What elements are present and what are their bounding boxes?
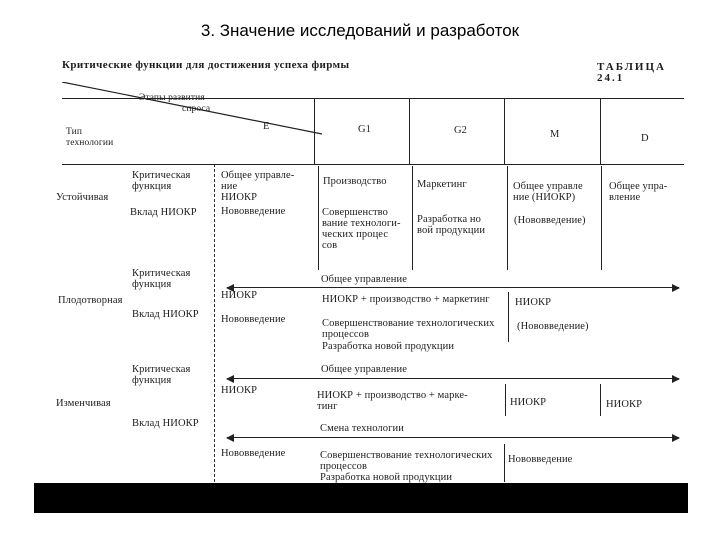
table-caption: Критические функции для достижения успеха фирмы — [62, 59, 350, 71]
stable-e-critical-3: НИОКР — [221, 192, 258, 203]
stable-e-contribution: Нововведение — [221, 206, 286, 217]
fertile-e-contribution: Нововведение — [221, 314, 286, 325]
fertile-critical-line1: Критическая — [132, 268, 191, 279]
fertile-g-contrib-2: процессов — [322, 329, 370, 340]
volatile-g-contrib-1: Совершенствование технологических — [320, 450, 493, 461]
label-separator — [214, 164, 215, 482]
corner-stages-line2: спроса — [182, 104, 211, 114]
stable-g2-contrib-1: Разработка но — [417, 214, 481, 225]
volatile-g-contrib-3: Разработка новой продукции — [320, 472, 453, 483]
fertile-m-contribution: (Нововведение) — [517, 321, 589, 332]
column-header-g2: G2 — [454, 125, 468, 136]
col-rule-3 — [504, 98, 505, 164]
fertile-contribution: Вклад НИОКР — [132, 309, 199, 320]
volatile-e-critical: НИОКР — [221, 385, 258, 396]
stable-g2-critical: Маркетинг — [417, 179, 467, 190]
volatile-g-contrib-2: процессов — [320, 461, 368, 472]
scanned-table — [34, 52, 688, 483]
stable-g1-contrib-1: Совершенство — [322, 207, 389, 218]
table-number: ТАБЛИЦА 24.1 — [597, 61, 666, 84]
corner-diagonal — [62, 82, 472, 142]
stable-critical-line2: функция — [132, 181, 172, 192]
fertile-m-critical: НИОКР — [515, 297, 552, 308]
volatile-contribution: Вклад НИОКР — [132, 418, 199, 429]
stable-m-critical-2: ние (НИОКР) — [513, 192, 576, 203]
fertile-g-contrib-1: Совершенствование технологических — [322, 318, 495, 329]
volatile-d-critical: НИОКР — [606, 399, 643, 410]
volatile-m-contribution: Нововведение — [508, 454, 573, 465]
column-header-e: Е — [263, 121, 270, 132]
volatile-col-rule-2 — [600, 384, 601, 416]
column-header-d: D — [641, 133, 649, 144]
stable-g1-contrib-4: сов — [322, 240, 338, 251]
header-bottom-rule — [62, 164, 684, 165]
volatile-g-critical-1: НИОКР + производство + марке- — [317, 390, 468, 401]
stable-col-rule-3 — [507, 166, 508, 270]
stable-col-rule-1 — [318, 166, 319, 270]
volatile-col-rule-1 — [505, 384, 506, 416]
stable-contribution: Вклад НИОКР — [130, 207, 197, 218]
col-rule-1 — [314, 98, 315, 164]
stable-g1-critical: Производство — [323, 176, 387, 187]
volatile-m-critical: НИОКР — [510, 397, 547, 408]
fertile-e-critical: НИОКР — [221, 290, 258, 301]
volatile-arrow-text: Общее управление — [321, 364, 407, 375]
stable-g1-contrib-2: вание технологи- — [322, 218, 401, 229]
col-rule-4 — [600, 98, 601, 164]
row-label-volatile: Изменчивая — [56, 398, 111, 409]
stable-e-critical-2: ние — [221, 181, 238, 192]
stable-m-contribution: (Нововведение) — [514, 215, 586, 226]
stable-g2-contrib-2: вой продукции — [417, 225, 486, 236]
corner-stages-line1: Этапы развития — [139, 93, 205, 103]
slide-title: 3. Значение исследований и разработок — [200, 21, 520, 40]
volatile-critical-line1: Критическая — [132, 364, 191, 375]
fertile-col-rule — [508, 292, 509, 342]
stable-d-critical-2: вление — [609, 192, 641, 203]
fertile-g-contrib-3: Разработка новой продукции — [322, 341, 455, 352]
stable-d-critical-1: Общее упра- — [609, 181, 668, 192]
volatile-critical-line2: функция — [132, 375, 172, 386]
corner-tech-line1: Тип — [66, 127, 83, 137]
column-header-g1: G1 — [358, 124, 372, 135]
corner-tech-line2: технологии — [66, 138, 114, 148]
black-bar — [34, 483, 688, 513]
stable-critical-line1: Критическая — [132, 170, 191, 181]
fertile-g-critical: НИОКР + производство + маркетинг — [322, 294, 490, 305]
col-rule-2 — [409, 98, 410, 164]
fertile-arrow — [227, 287, 679, 288]
volatile-arrow — [227, 378, 679, 379]
row-label-fertile: Плодотворная — [58, 295, 123, 306]
stable-m-critical-1: Общее управле — [513, 181, 583, 192]
volatile-e-contribution: Нововведение — [221, 448, 286, 459]
stable-e-critical-1: Общее управле- — [221, 170, 295, 181]
volatile-arrow2-text: Смена технологии — [320, 423, 404, 434]
row-label-stable: Устойчивая — [56, 192, 109, 203]
stable-col-rule-2 — [412, 166, 413, 270]
fertile-critical-line2: функция — [132, 279, 172, 290]
volatile-col-rule-3 — [504, 444, 505, 482]
volatile-g-critical-2: тинг — [317, 401, 338, 412]
stable-col-rule-4 — [601, 166, 602, 270]
fertile-arrow-text: Общее управление — [321, 274, 407, 285]
column-header-m: М — [550, 129, 560, 140]
volatile-arrow-2 — [227, 437, 679, 438]
stable-g1-contrib-3: ческих процес — [322, 229, 389, 240]
